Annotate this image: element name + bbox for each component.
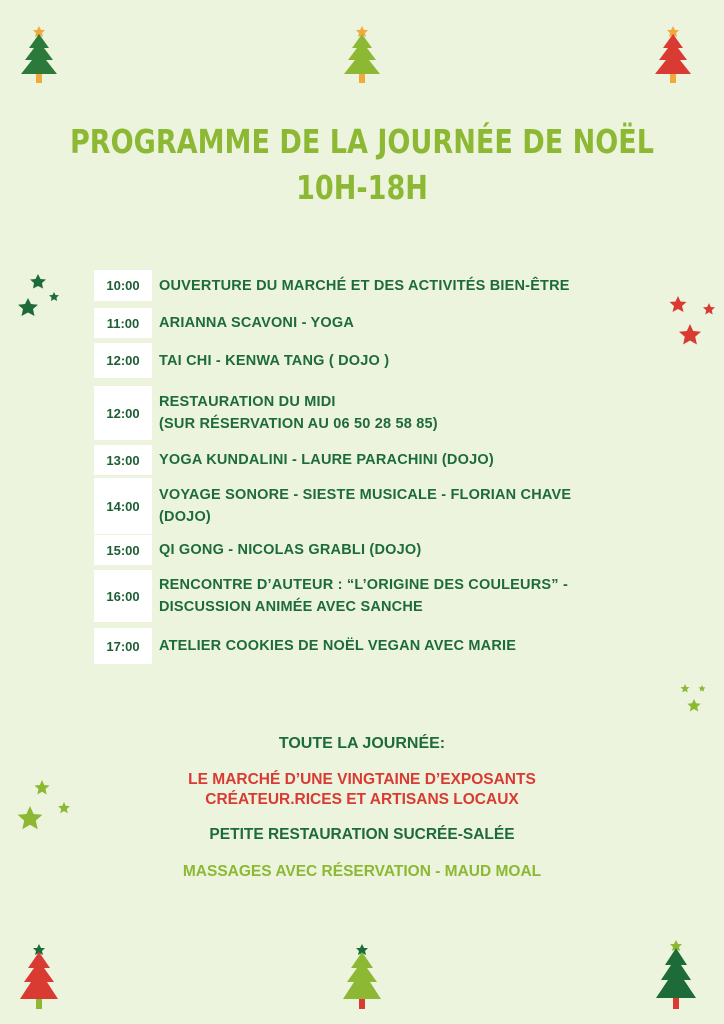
time-slot: 12:00 bbox=[94, 343, 152, 378]
activity-label: YOGA KUNDALINI - LAURE PARACHINI (DOJO) bbox=[159, 452, 494, 468]
time-slot: 15:00 bbox=[94, 535, 152, 565]
schedule-row bbox=[94, 535, 654, 565]
time-slot: 12:00 bbox=[94, 386, 152, 440]
activity-line: DISCUSSION ANIMÉE AVEC SANCHE bbox=[159, 599, 423, 615]
time-slot: 13:00 bbox=[94, 445, 152, 475]
activity-line: VOYAGE SONORE - SIESTE MUSICALE - FLORIAN CHAVE bbox=[159, 487, 572, 503]
activity-line: RESTAURATION DU MIDI bbox=[159, 394, 336, 410]
activity-line: (SUR RÉSERVATION AU 06 50 28 58 85) bbox=[159, 416, 438, 432]
activity-label: ATELIER COOKIES DE NOËL VEGAN AVEC MARIE bbox=[159, 638, 517, 654]
christmas-tree-icon bbox=[18, 26, 60, 84]
schedule-row bbox=[94, 570, 654, 622]
time-slot: 16:00 bbox=[94, 570, 152, 622]
activity-label: QI GONG - NICOLAS GRABLI (DOJO) bbox=[159, 542, 422, 558]
schedule-row bbox=[94, 343, 654, 378]
activity-label bbox=[159, 386, 659, 440]
activity-label: TAI CHI - KENWA TANG ( DOJO ) bbox=[159, 352, 390, 369]
star-icon bbox=[666, 294, 718, 358]
star-icon bbox=[16, 272, 66, 324]
schedule-row bbox=[94, 386, 654, 440]
activity-label: ARIANNA SCAVONI - YOGA bbox=[159, 315, 355, 331]
schedule-row bbox=[94, 628, 654, 664]
activity-label: OUVERTURE DU MARCHÉ ET DES ACTIVITÉS BIEN-ÊTRE bbox=[159, 277, 570, 294]
activity-label bbox=[159, 570, 659, 622]
activity-line: (DOJO) bbox=[159, 509, 211, 525]
time-slot: 11:00 bbox=[94, 308, 152, 338]
time-slot: 14:00 bbox=[94, 478, 152, 534]
market-info-line: CRÉATEUR.RICES ET ARTISANS LOCAUX bbox=[205, 791, 519, 808]
christmas-tree-icon bbox=[18, 944, 60, 1010]
schedule-row bbox=[94, 478, 654, 534]
massage-info: MASSAGES AVEC RÉSERVATION - MAUD MOAL bbox=[182, 863, 542, 880]
activity-line: RENCONTRE D’AUTEUR : “L’ORIGINE DES COULEURS” - bbox=[159, 577, 568, 593]
star-icon bbox=[678, 683, 710, 717]
christmas-tree-icon bbox=[654, 940, 698, 1010]
time-slot: 10:00 bbox=[94, 270, 152, 301]
page-subtitle-hours: 10H-18H bbox=[296, 168, 428, 207]
market-info-line: LE MARCHÉ D’UNE VINGTAINE D’EXPOSANTS bbox=[188, 771, 536, 788]
star-icon bbox=[14, 778, 74, 840]
page-title: PROGRAMME DE LA JOURNÉE DE NOËL bbox=[69, 122, 655, 161]
christmas-tree-icon bbox=[341, 26, 383, 84]
schedule-row bbox=[94, 270, 654, 301]
christmas-tree-icon bbox=[341, 944, 383, 1010]
schedule-row bbox=[94, 445, 654, 475]
time-slot: 17:00 bbox=[94, 628, 152, 664]
christmas-tree-icon bbox=[652, 26, 694, 84]
schedule-row bbox=[94, 308, 654, 338]
activity-label bbox=[159, 478, 659, 534]
food-info: PETITE RESTAURATION SUCRÉE-SALÉE bbox=[209, 826, 515, 843]
all-day-heading: TOUTE LA JOURNÉE: bbox=[278, 735, 446, 752]
